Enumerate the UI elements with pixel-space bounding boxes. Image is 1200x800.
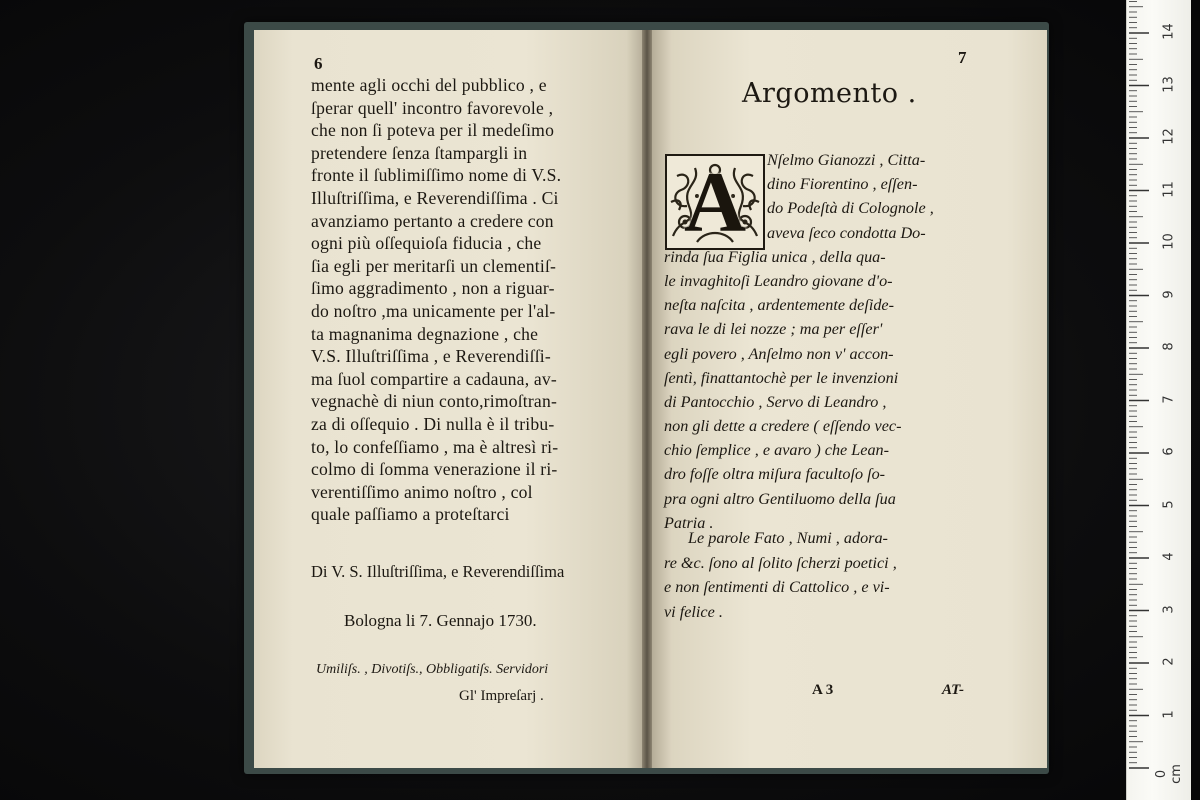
- ruler-number: 11: [1161, 180, 1177, 198]
- servants-line: Umiliſs. , Divotiſs., Obbligatiſs. Servidori: [316, 662, 549, 677]
- text-line: che non ſi poteva per il medeſimo: [311, 120, 555, 141]
- page-number-right: 7: [958, 48, 967, 67]
- text-line: ogni più oſſequioſa fiducia , che: [311, 233, 542, 254]
- text-line: dino Fiorentino , eſſen-: [767, 175, 918, 194]
- text-line: vegnachè di niun conto,rimoſtran-: [311, 391, 557, 412]
- text-line: do noſtro ,ma unicamente per l'al-: [311, 300, 556, 321]
- ruler-number: 14: [1161, 23, 1177, 40]
- ruler-number: 13: [1161, 75, 1177, 93]
- text-line: ma ſuol compartire a cadauna, av-: [311, 368, 557, 389]
- text-line: Le parole Fato , Numi , adora-: [688, 529, 888, 547]
- text-line: ſimo aggradimento , non a riguar-: [311, 278, 555, 299]
- text-line: pra ogni altro Gentiluomo della ſua: [664, 489, 896, 508]
- text-line: to, lo confeſſiamo , ma è altresì ri-: [311, 436, 559, 457]
- left-page: [254, 30, 642, 768]
- text-line: dro foſſe oltra miſura facultoſo ſo-: [664, 465, 886, 484]
- ruler-number: 9: [1161, 289, 1177, 299]
- signature-line: Gl' Impreſarj .: [459, 688, 544, 704]
- page-number-left: 6: [314, 54, 323, 73]
- text-line: quale paſſiamo a proteſtarci: [311, 504, 510, 525]
- text-line: Patria .: [664, 513, 714, 532]
- text-line: ſia egli per meritarſi un clementiſ-: [311, 255, 557, 276]
- text-line: e non ſentimenti di Cattolico , e vi-: [664, 578, 890, 596]
- text-line: fronte il ſublimiſſimo nome di V.S.: [311, 165, 562, 186]
- text-line: di Pantocchio , Servo di Leandro ,: [664, 392, 887, 411]
- text-line: non gli dette a credere ( eſſendo vec-: [664, 417, 902, 436]
- text-line: Illuſtriſſima, e Reverendiſſima . Ci: [311, 187, 559, 208]
- catchword: AT-: [942, 682, 964, 698]
- measurement-ruler: [1126, 0, 1191, 800]
- text-line: vi felice .: [664, 602, 723, 621]
- signature-mark: A 3: [812, 682, 834, 698]
- closing-line: Di V. S. Illuſtriſſima, e Reverendiſſima: [311, 562, 565, 581]
- text-line: re &c. ſono al ſolito ſcherzi poetici ,: [664, 553, 897, 572]
- ruler-ticks: [1127, 0, 1191, 800]
- book-gutter: [642, 30, 652, 768]
- text-line: ta magnanima degnazione , che: [311, 323, 539, 344]
- ruler-number: 8: [1161, 342, 1177, 351]
- ruler-number: 3: [1161, 604, 1177, 614]
- text-line: mente agli occhi del pubblico , e: [311, 75, 547, 95]
- drop-cap-letter: A: [683, 154, 747, 250]
- note-text: [664, 526, 1036, 624]
- right-page: [652, 30, 1047, 768]
- ruler-number: 6: [1161, 447, 1177, 456]
- ruler-number: 4: [1161, 552, 1177, 561]
- text-line: colmo di ſomma venerazione il ri-: [311, 459, 558, 480]
- ruler-number: 2: [1161, 657, 1177, 666]
- text-line: rava le di lei nozze ; ma per eſſer': [664, 320, 883, 339]
- ruler-number: 5: [1161, 499, 1177, 509]
- text-line: ſentì, finattantochè per le invenzioni: [664, 368, 899, 387]
- open-book: [244, 22, 1049, 774]
- text-line: rinda ſua Figlia unica , della qua-: [664, 247, 886, 266]
- dedication-text: [311, 74, 633, 526]
- text-line: Nſelmo Gianozzi , Citta-: [767, 151, 926, 169]
- text-line: V.S. Illuſtriſſima , e Reverendiſſi-: [311, 346, 551, 367]
- place-date-line: Bologna li 7. Gennajo 1730.: [344, 611, 537, 630]
- argument-text: [664, 148, 1036, 535]
- ruler-number: 7: [1161, 394, 1177, 404]
- text-line: pretendere ſenza ſtampargli in: [311, 142, 528, 163]
- ruler-number: 1: [1161, 709, 1177, 719]
- text-line: egli povero , Anſelmo non v' accon-: [664, 344, 894, 363]
- page-heading: Argomento .: [742, 78, 917, 109]
- ruler-number: 0 cm: [1154, 764, 1184, 784]
- ruler-number: 12: [1161, 128, 1177, 145]
- text-line: verentiſſimo animo noſtro , col: [311, 481, 533, 502]
- text-line: chio ſemplice , e avaro ) che Lean-: [664, 441, 890, 460]
- text-line: neſta naſcita , ardentemente deſide-: [664, 296, 894, 315]
- text-line: le invaghitoſi Leandro giovane d'o-: [664, 271, 893, 290]
- text-line: za di oſſequio . Di nulla è il tribu-: [311, 413, 555, 434]
- text-line: ſperar quell' incontro favorevole ,: [311, 97, 554, 118]
- text-line: avanziamo pertanto a credere con: [311, 210, 554, 231]
- text-line: do Podeſtà di Colognole ,: [767, 199, 934, 218]
- text-line: aveva ſeco condotta Do-: [767, 223, 926, 242]
- ruler-number: 10: [1161, 233, 1177, 250]
